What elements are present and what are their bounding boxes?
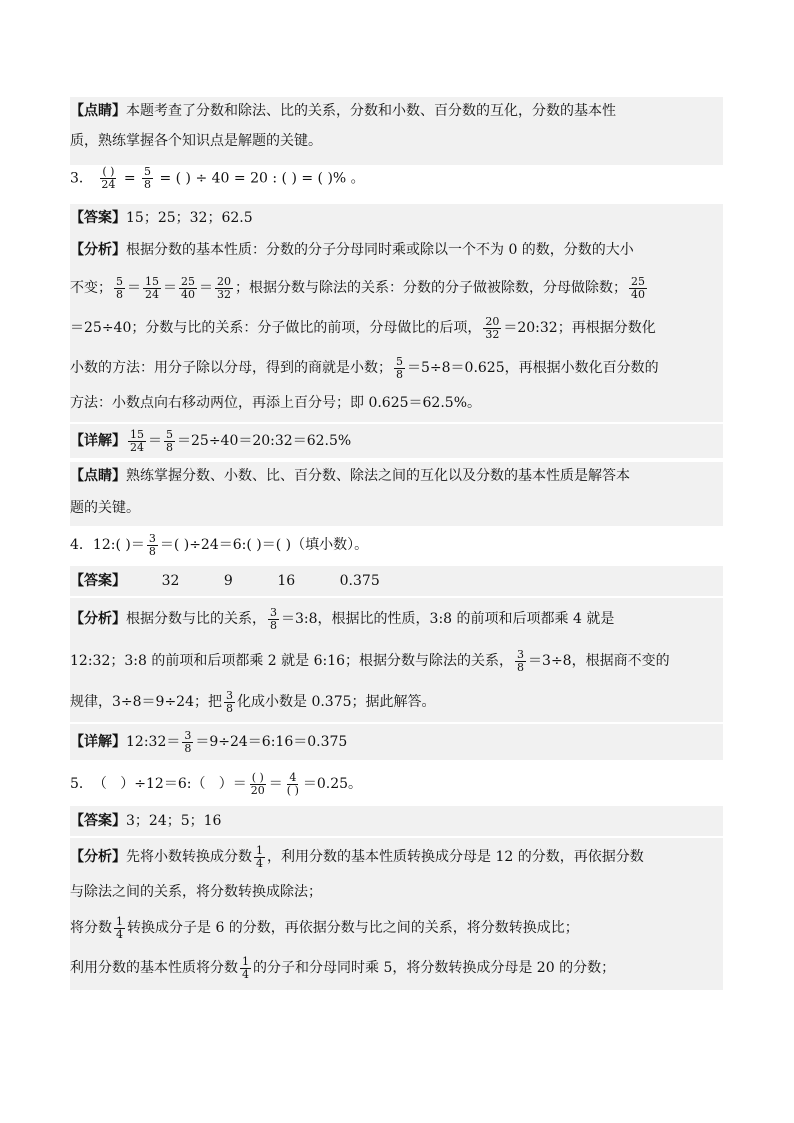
fraction: $\frac{1}{4}$ — [242, 954, 249, 981]
fraction: $\frac{5}{8}$ — [396, 354, 403, 381]
fraction: $\frac{1}{4}$ — [116, 914, 123, 941]
fraction: $\frac{( )}{24}$ — [101, 165, 116, 191]
fraction: $\frac{5}{8}$ — [144, 165, 152, 191]
q4-analysis: 【分析】 根据分数与比的关系， $\frac{3}{8}$ ＝3:8，根据比的性质，3:8 的前项和后项都乘 4 就是 12:32；3:8 的前项和后项都乘 2 就是 6:16；根据分数与除法的关系， $\frac{3}{8}$ ＝3÷8，根据商不变的 规律，3÷8＝9÷24；把 $\frac{3}{8}$ 化成小数是 0.375；据此解答。 — [70, 598, 723, 722]
q3-dianjing: 【点睛】熟练掌握分数、小数、比、百分数、除法之间的互化以及分数的基本性质是解答本 题的关键。 — [70, 462, 723, 526]
q4-detail: 【详解】 12:32＝ $\frac{3}{8}$ ＝9÷24＝6:16＝0.375 — [70, 724, 723, 760]
q5-question: 5． （ ）÷12＝6:（ ）＝ $\frac{( )}{20}$ ＝ $\frac{4}{( )}$ ＝0.25。 — [70, 770, 363, 797]
dianjing-text: 本题考查了分数和除法、比的关系，分数和小数、百分数的互化，分数的基本性 — [126, 103, 616, 119]
q3-detail: 【详解】 $\frac{15}{24}$ ＝ $\frac{5}{8}$ ＝25÷40＝20:32＝62.5% — [70, 424, 723, 458]
fraction: $\frac{3}{8}$ — [270, 605, 277, 632]
fraction: $\frac{20}{32}$ — [485, 314, 500, 341]
fraction: $\frac{1}{4}$ — [256, 843, 263, 870]
q3-question: 3． $\frac{( )}{24}$ = $\frac{5}{8}$ = ( ) ÷ 40 = 20 : ( ) = ( )% 。 — [70, 165, 365, 191]
fraction: $\frac{5}{8}$ — [166, 427, 173, 454]
fraction: $\frac{15}{24}$ — [145, 274, 159, 301]
fraction: $\frac{( )}{20}$ — [250, 770, 265, 797]
q3-analysis: 【分析】根据分数的基本性质：分数的分子分母同时乘或除以一个不为 0 的数，分数的大小 不变； $\frac{5}{8}$ ＝ $\frac{15}{24}$ ＝ $\frac{25}{40}$ ＝ $\frac{20}{32}$ ；根据分数与除法的关系：分数的分子做被除数，分母做除数； $\frac{25}{40}$ ＝25÷40；分数与比的关系：分子做比的前项，分母做比的后项， $\frac{20}{32}$ ＝20:32；再根据分数化 小数的方法：用分子除以分母，得到的商就是小数； $\frac{5}{8}$ ＝5÷8＝0.625，再根据小数化百分数的 方法：小数点向右移动两位，再添上百分号；即 0.625＝62.5%。 — [70, 236, 723, 422]
dianjing-text: 质，熟练掌握各个知识点是解题的关键。 — [70, 133, 322, 149]
fraction: $\frac{20}{32}$ — [217, 274, 231, 301]
fraction: $\frac{3}{8}$ — [148, 531, 156, 558]
fraction: $\frac{3}{8}$ — [517, 647, 525, 674]
q4-question: 4． 12:( )＝ $\frac{3}{8}$ ＝( )÷24＝6:( )＝( )（填小数）。 — [70, 531, 369, 558]
dianjing-tag: 【点睛】 — [70, 103, 126, 119]
fraction: $\frac{3}{8}$ — [184, 728, 192, 755]
q5-answer: 【答案】 3；24；5；16 — [70, 806, 723, 836]
fraction: $\frac{15}{24}$ — [130, 427, 144, 454]
fraction: $\frac{4}{( )}$ — [286, 770, 299, 797]
fraction: $\frac{25}{40}$ — [181, 274, 195, 301]
q4-answer: 【答案】 32 9 16 0.375 — [70, 566, 723, 596]
q3-answer: 【答案】15；25；32；62.5 — [70, 204, 723, 236]
q2-dianjing — [70, 97, 723, 165]
fraction: $\frac{5}{8}$ — [116, 274, 123, 301]
q5-analysis: 【分析】 先将小数转换成分数 $\frac{1}{4}$ ，利用分数的基本性质转换成分母是 12 的分数，再依据分数 与除法之间的关系，将分数转换成除法； 将分数 $\frac{1}{4}$ 转换成分子是 6 的分数，再依据分数与比之间的关系，将分数转换成比； 利用分数的基本性质将分数 $\frac{1}{4}$ 的分子和分母同时乘 5，将分数转换成分母是 20 的分数； — [70, 838, 723, 990]
fraction: $\frac{25}{40}$ — [631, 274, 645, 301]
fraction: $\frac{3}{8}$ — [226, 688, 233, 715]
